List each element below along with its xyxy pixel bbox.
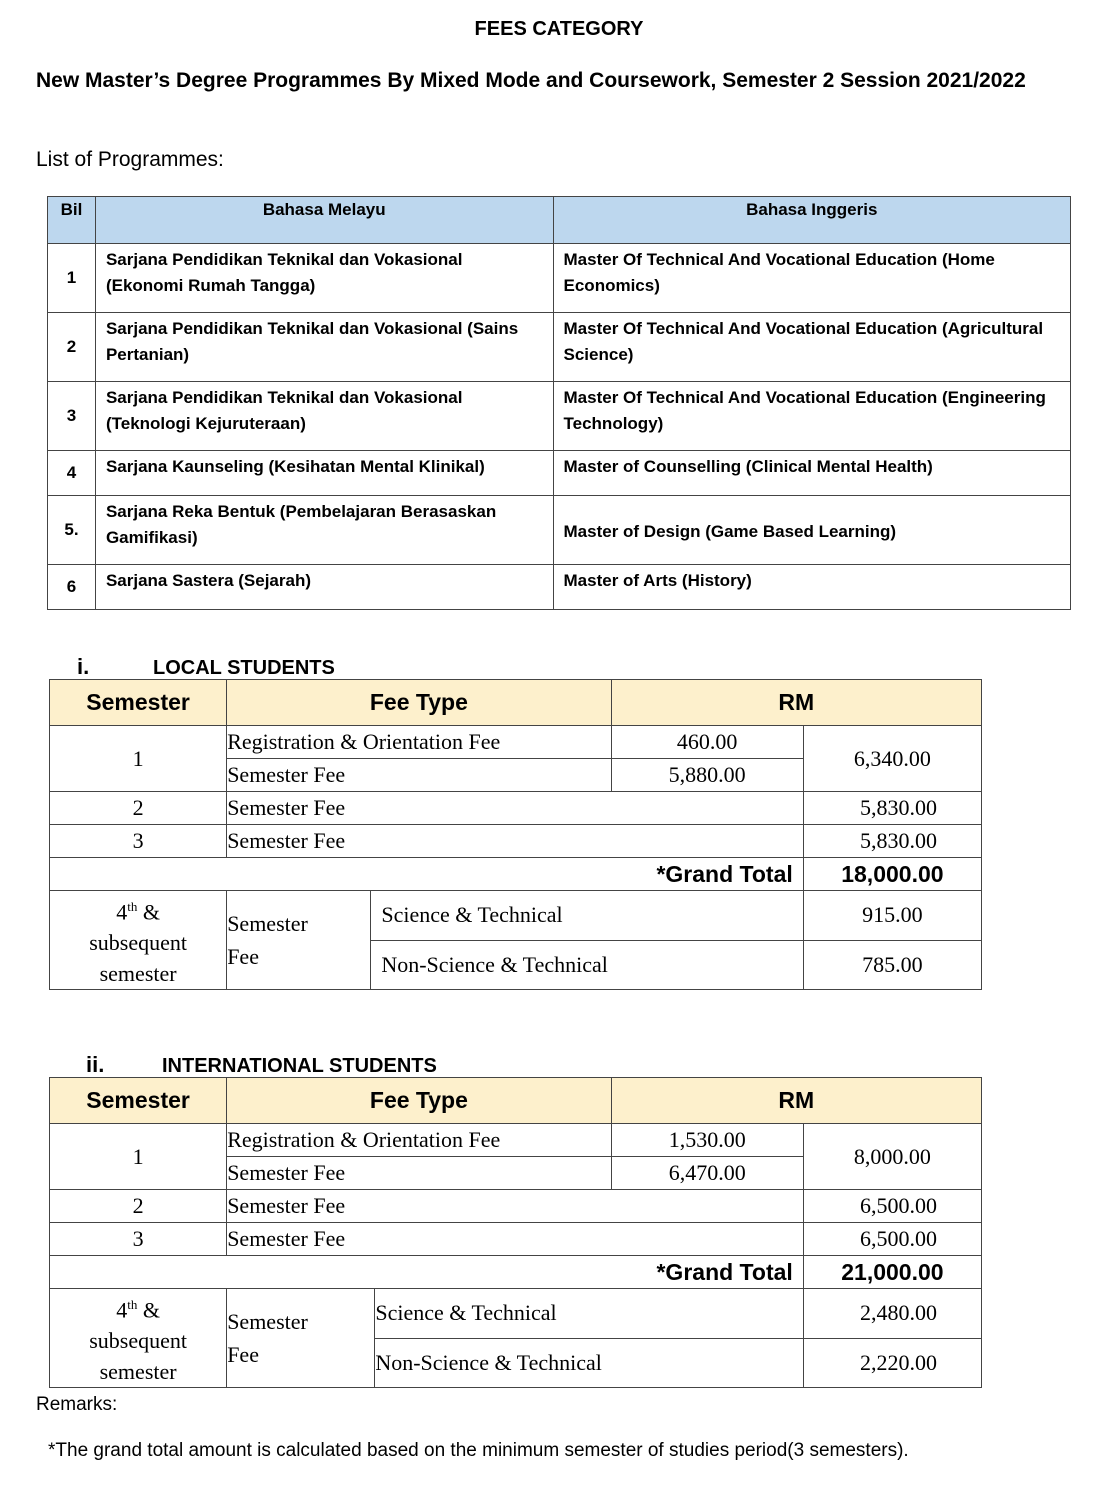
table-row (50, 792, 982, 825)
table-row (50, 1124, 982, 1157)
grand-total-value: 21,000.00 (803, 1256, 981, 1289)
semester-label: 3 (50, 1223, 227, 1256)
header-bil: Bil (48, 197, 96, 244)
header-english: Bahasa Inggeris (553, 197, 1070, 244)
header-fee-type: Fee Type (227, 1078, 611, 1124)
table-row (48, 451, 1071, 496)
fee-amount: 6,500.00 (803, 1223, 981, 1256)
fee-amount: 915.00 (803, 891, 981, 941)
table-row (50, 891, 982, 941)
fee-type: Registration & Orientation Fee (227, 1124, 611, 1157)
table-row (50, 1190, 982, 1223)
remarks-label: Remarks: (36, 1394, 118, 1415)
fee-type: Registration & Orientation Fee (227, 726, 611, 759)
table-row (50, 1289, 982, 1339)
row-number: 5. (48, 496, 96, 565)
section-numeral: i. (77, 654, 90, 679)
fee-type: Semester Fee (227, 1190, 804, 1223)
semester-label: 2 (50, 792, 227, 825)
subsequent-semester-label: 4th & subsequent semester (50, 1289, 227, 1388)
table-row (50, 1223, 982, 1256)
local-section-title (77, 654, 335, 680)
document-heading: New Master’s Degree Programmes By Mixed Mode and Coursework, Semester 2 Session 2021/2022 (36, 69, 1026, 92)
fee-type: Semester Fee (227, 1223, 804, 1256)
semester-total: 6,340.00 (803, 726, 981, 792)
fee-category: Science & Technical (375, 1289, 803, 1339)
table-row (48, 244, 1071, 313)
fee-category: Non-Science & Technical (375, 1338, 803, 1388)
fee-amount: 5,830.00 (803, 792, 981, 825)
programme-english: Master Of Technical And Vocational Education (Engineering Technology) (553, 382, 1070, 451)
programme-malay: Sarjana Pendidikan Teknikal dan Vokasional (Sains Pertanian) (95, 313, 553, 382)
fee-type: Semester Fee (227, 1157, 611, 1190)
fee-amount: 460.00 (611, 726, 803, 759)
fee-amount: 6,470.00 (611, 1157, 803, 1190)
table-row (50, 726, 982, 759)
fee-amount: 6,500.00 (803, 1190, 981, 1223)
programme-malay: Sarjana Kaunseling (Kesihatan Mental Klinikal) (95, 451, 553, 496)
fee-table-header (50, 1078, 982, 1124)
header-rm: RM (611, 1078, 981, 1124)
row-number: 2 (48, 313, 96, 382)
header-malay: Bahasa Melayu (95, 197, 553, 244)
grand-total-value: 18,000.00 (803, 858, 981, 891)
programme-english: Master of Counselling (Clinical Mental Health) (553, 451, 1070, 496)
semester-label: 1 (50, 726, 227, 792)
fee-table-header (50, 680, 982, 726)
table-row (50, 825, 982, 858)
header-rm: RM (611, 680, 981, 726)
fee-type: Semester Fee (227, 825, 804, 858)
section-label: LOCAL STUDENTS (153, 657, 335, 679)
semester-label: 3 (50, 825, 227, 858)
table-row (48, 565, 1071, 610)
row-number: 3 (48, 382, 96, 451)
fee-amount: 1,530.00 (611, 1124, 803, 1157)
grand-total-label: *Grand Total (50, 858, 804, 891)
grand-total-row (50, 1256, 982, 1289)
fee-category: Science & Technical (371, 891, 803, 941)
row-number: 1 (48, 244, 96, 313)
table-row (48, 313, 1071, 382)
page-title: FEES CATEGORY (474, 18, 644, 40)
programme-malay: Sarjana Reka Bentuk (Pembelajaran Berasaskan Gamifikasi) (95, 496, 553, 565)
section-label: INTERNATIONAL STUDENTS (162, 1055, 437, 1077)
header-semester: Semester (50, 680, 227, 726)
programme-malay: Sarjana Sastera (Sejarah) (95, 565, 553, 610)
programme-list-label: List of Programmes: (36, 148, 224, 171)
header-semester: Semester (50, 1078, 227, 1124)
programme-malay: Sarjana Pendidikan Teknikal dan Vokasional (Teknologi Kejuruteraan) (95, 382, 553, 451)
fee-type: Semester Fee (227, 759, 611, 792)
table-row (48, 496, 1071, 565)
programme-english: Master Of Technical And Vocational Education (Home Economics) (553, 244, 1070, 313)
local-fee-table (49, 679, 982, 990)
fee-amount: 5,880.00 (611, 759, 803, 792)
table-row (48, 382, 1071, 451)
fee-amount: 785.00 (803, 940, 981, 990)
programme-malay: Sarjana Pendidikan Teknikal dan Vokasional (Ekonomi Rumah Tangga) (95, 244, 553, 313)
programme-english: Master of Design (Game Based Learning) (553, 496, 1070, 565)
fee-type: Semester Fee (227, 792, 804, 825)
fee-amount: 2,480.00 (803, 1289, 981, 1339)
semester-fee-label: Semester Fee (227, 1289, 375, 1388)
programme-table-header (48, 197, 1071, 244)
grand-total-label: *Grand Total (50, 1256, 804, 1289)
section-numeral: ii. (86, 1052, 105, 1077)
fee-amount: 5,830.00 (803, 825, 981, 858)
remarks-note: *The grand total amount is calculated based on the minimum semester of studies period(3 semesters). (48, 1440, 909, 1461)
subsequent-semester-label: 4th & subsequent semester (50, 891, 227, 990)
row-number: 6 (48, 565, 96, 610)
international-fee-table (49, 1077, 982, 1388)
semester-label: 2 (50, 1190, 227, 1223)
header-fee-type: Fee Type (227, 680, 611, 726)
semester-label: 1 (50, 1124, 227, 1190)
international-section-title (86, 1052, 437, 1078)
programme-english: Master Of Technical And Vocational Education (Agricultural Science) (553, 313, 1070, 382)
programme-table (47, 196, 1071, 610)
semester-total: 8,000.00 (803, 1124, 981, 1190)
fee-category: Non-Science & Technical (371, 940, 803, 990)
fee-amount: 2,220.00 (803, 1338, 981, 1388)
grand-total-row (50, 858, 982, 891)
programme-english: Master of Arts (History) (553, 565, 1070, 610)
row-number: 4 (48, 451, 96, 496)
semester-fee-label: Semester Fee (227, 891, 371, 990)
